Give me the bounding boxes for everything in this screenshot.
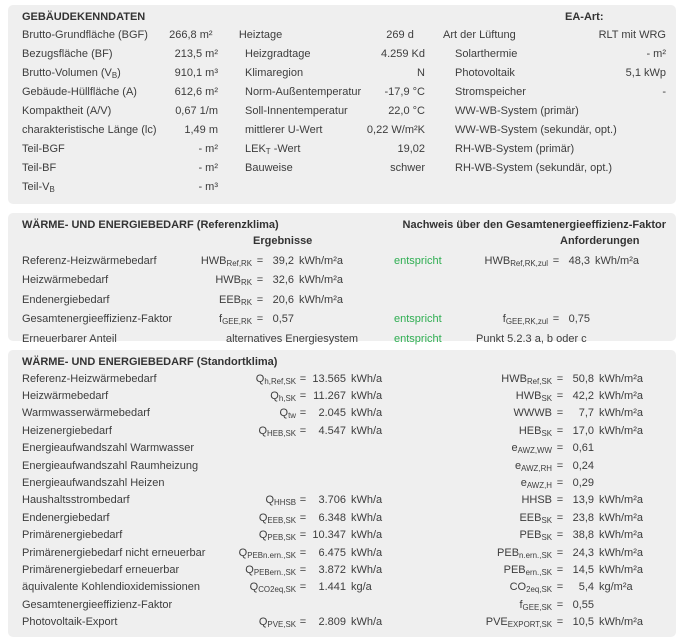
requirement-note — [474, 255, 666, 267]
value: 11.267 — [313, 390, 346, 403]
table-row — [22, 82, 666, 101]
equals-sign: = — [256, 274, 264, 287]
value: 10,5 — [572, 616, 594, 629]
symbol: $PEB_{ern.,SK}$ — [503, 563, 552, 577]
table-row — [22, 596, 666, 613]
value: 2.809 — [318, 616, 346, 629]
symbol: $PEB_{n.ern.,SK}$ — [497, 546, 552, 560]
requirement-note — [474, 313, 666, 325]
equals-sign: = — [556, 442, 564, 455]
row-label: $LEK_T$ -Wert — [245, 142, 301, 156]
status-entspricht: entspricht — [394, 313, 442, 326]
row-value: schwer — [390, 161, 425, 174]
unit: kWh/a — [351, 511, 383, 524]
unit: kWh/m²a — [299, 274, 343, 287]
value: 38,8 — [572, 529, 594, 542]
value: 20,6 — [272, 293, 294, 306]
equals-sign: = — [299, 424, 307, 437]
unit: kWh/m²a — [299, 254, 343, 267]
table-row — [22, 271, 666, 291]
value: 6.475 — [318, 546, 346, 559]
value: 32,6 — [272, 274, 294, 287]
unit: kg/a — [351, 581, 372, 594]
result-zone — [190, 294, 394, 306]
column-headers — [22, 233, 666, 251]
row-value: 4.259 Kd — [380, 47, 425, 60]
symbol: $e_{AWZ,H}$ — [520, 477, 552, 491]
row-value: 19,02 — [397, 142, 425, 155]
row-label: Bauweise — [245, 161, 293, 174]
site-climate-table — [22, 370, 666, 631]
row-label: Klimaregion — [245, 66, 304, 79]
row-label: Photovoltaik-Export — [22, 616, 118, 629]
row-value: - m² — [646, 47, 666, 60]
row-label: Erneuerbarer Anteil — [22, 332, 117, 345]
table-row — [22, 310, 666, 330]
equals-sign: = — [299, 494, 307, 507]
value: 1.441 — [318, 581, 346, 594]
equals-sign: = — [556, 598, 564, 611]
symbol: $HWB_{RK}$ — [215, 274, 252, 288]
row-label: Stromspeicher — [455, 85, 526, 98]
value: 48,3 — [568, 254, 590, 267]
result-zone — [190, 274, 394, 286]
value: 13.565 — [312, 372, 346, 385]
unit: kWh/m²a — [599, 616, 643, 629]
section-header — [22, 354, 666, 370]
symbol: $EEB_{SK}$ — [519, 511, 552, 525]
equals-sign: = — [299, 372, 307, 385]
equals-sign: = — [556, 407, 564, 420]
table-row — [22, 290, 666, 310]
row-label: Primärenergiebedarf — [22, 529, 123, 542]
equals-sign: = — [299, 581, 307, 594]
section-standortklima — [8, 350, 676, 637]
column-header-requirements: Anforderungen — [560, 235, 640, 247]
table-row — [22, 422, 666, 439]
alt-system-note — [190, 313, 394, 325]
equals-sign: = — [299, 616, 307, 629]
symbol: $Q_{h,SK}$ — [270, 390, 296, 404]
symbol: $Q_{HEB,SK}$ — [258, 424, 296, 438]
symbol: $f_{GEE,RK}$ — [219, 313, 252, 327]
row-label: Primärenergiebedarf nicht erneuerbar — [22, 546, 206, 559]
equals-sign: = — [556, 494, 564, 507]
unit: kWh/m²a — [599, 563, 643, 576]
row-label: Brutto-Grundfläche (BGF) — [22, 28, 148, 41]
symbol: $Q_{PEBern.,SK}$ — [245, 563, 296, 577]
unit: kg/m²a — [599, 581, 633, 594]
equals-sign: = — [256, 254, 264, 267]
symbol: $Q_{h,Ref,SK}$ — [255, 372, 296, 386]
equals-sign: = — [256, 313, 264, 326]
table-row — [22, 457, 666, 474]
symbol: $Q_{PEBn.ern.,SK}$ — [238, 546, 296, 560]
symbol: $EEB_{RK}$ — [219, 293, 252, 307]
row-value: 1,49 m — [184, 123, 218, 136]
unit: kWh/m²a — [599, 494, 643, 507]
equals-sign: = — [556, 546, 564, 559]
row-label: Haushaltsstrombedarf — [22, 494, 130, 507]
section-title: WÄRME- UND ENERGIEBEDARF (Referenzklima) — [22, 219, 279, 231]
symbol: HHSB — [521, 494, 552, 507]
value: 2.045 — [318, 407, 346, 420]
value: 0,57 — [272, 313, 294, 326]
row-label: Kompaktheit (A/V) — [22, 104, 112, 117]
value: 24,3 — [572, 546, 594, 559]
row-label: Heizwärmebedarf — [22, 390, 109, 403]
table-row — [22, 370, 666, 387]
row-value: -17,9 °C — [384, 85, 425, 98]
table-row — [22, 544, 666, 561]
unit: kWh/a — [351, 407, 383, 420]
unit: kWh/a — [351, 372, 383, 385]
row-value: 910,1 m³ — [174, 66, 218, 79]
alt-system-note — [190, 274, 394, 286]
equals-sign: = — [256, 293, 264, 306]
value: 42,2 — [572, 390, 594, 403]
unit: kWh/m²a — [595, 254, 639, 267]
table-row — [22, 120, 666, 139]
row-label: Primärenergiebedarf erneuerbar — [22, 563, 180, 576]
symbol: $Q_{CO2eq,SK}$ — [249, 581, 296, 595]
equals-sign: = — [556, 424, 564, 437]
table-row — [22, 405, 666, 422]
equals-sign: = — [556, 390, 564, 403]
equals-sign: = — [556, 459, 564, 472]
value: 17,0 — [572, 424, 594, 437]
value: 14,5 — [572, 563, 594, 576]
alt-system-note — [190, 294, 394, 306]
equals-sign: = — [299, 563, 307, 576]
row-label: Teil-BGF — [22, 142, 65, 155]
value: 10.347 — [312, 529, 346, 542]
symbol: $e_{AWZ,WW}$ — [511, 442, 552, 456]
row-label: Gesamtenergieeffizienz-Faktor — [22, 598, 173, 611]
table-row — [22, 63, 666, 82]
table-row — [22, 101, 666, 120]
section-title: WÄRME- UND ENERGIEBEDARF (Standortklima) — [22, 356, 278, 368]
requirement-zone — [474, 255, 666, 267]
value: 0,29 — [572, 477, 594, 490]
row-label: äquivalente Kohlendioxidemissionen — [22, 581, 200, 594]
requirement-zone — [474, 313, 666, 325]
table-row — [22, 440, 666, 457]
row-label: Norm-Außentemperatur — [245, 85, 362, 98]
unit: kWh/m²a — [599, 511, 643, 524]
symbol: $HWB_{Ref,SK}$ — [501, 372, 552, 386]
row-value: N — [417, 66, 425, 79]
value: 23,8 — [572, 511, 594, 524]
row-value: - m³ — [198, 180, 218, 193]
table-row — [22, 579, 666, 596]
value: 0,24 — [572, 459, 594, 472]
row-label: RH-WB-System (sekundär, opt.) — [455, 161, 613, 174]
table-row — [22, 158, 666, 177]
symbol: $e_{AWZ,RH}$ — [514, 459, 552, 473]
row-label: Heizgradtage — [245, 47, 311, 60]
unit: kWh/m²a — [599, 372, 643, 385]
unit: kWh/m²a — [299, 293, 343, 306]
equals-sign: = — [299, 390, 307, 403]
value: 0,75 — [568, 313, 590, 326]
equals-sign: = — [552, 254, 560, 267]
row-label: RH-WB-System (primär) — [455, 142, 575, 155]
table-row — [22, 527, 666, 544]
table-row: Erneuerbarer Anteil alternatives Energiesystem entspricht Punkt 5.2.3 a, b oder c — [22, 332, 587, 345]
symbol: $Q_{HHSB}$ — [265, 494, 296, 508]
equals-sign: = — [299, 511, 307, 524]
value: 0,55 — [572, 598, 594, 611]
table-row — [22, 613, 666, 630]
unit: kWh/a — [351, 616, 383, 629]
row-value: - m² — [198, 142, 218, 155]
row-label: WW-WB-System (primär) — [455, 104, 579, 117]
unit: kWh/m²a — [599, 529, 643, 542]
table-row — [22, 44, 666, 63]
table-row — [22, 474, 666, 491]
row-label: Energieaufwandszahl Warmwasser — [22, 442, 194, 455]
row-value: 0,67 1/m — [175, 104, 218, 117]
value: 3.706 — [318, 494, 346, 507]
unit: kWh/m²a — [599, 390, 643, 403]
table-row — [22, 509, 666, 526]
row-value: 266,8 m² — [169, 28, 213, 41]
unit: kWh/m²a — [599, 424, 643, 437]
unit: kWh/a — [351, 529, 383, 542]
symbol: $PEB_{SK}$ — [519, 529, 552, 543]
equals-sign: = — [556, 511, 564, 524]
row-label: charakteristische Länge (lc) — [22, 123, 157, 136]
row-value: - m² — [198, 161, 218, 174]
table-row — [22, 25, 666, 44]
row-label: Teil-$V_B$ — [22, 180, 55, 194]
row-value: RLT mit WRG — [598, 28, 666, 41]
equals-sign: = — [299, 546, 307, 559]
equals-sign: = — [556, 372, 564, 385]
row-value: 612,6 m² — [174, 85, 218, 98]
symbol: $HWB_{Ref,RK}$ — [200, 254, 252, 268]
result-zone — [190, 313, 394, 325]
value: 5,4 — [578, 581, 594, 594]
row-label: Energieaufwandszahl Raumheizung — [22, 459, 199, 472]
row-label: Heiztage — [238, 28, 283, 41]
symbol: WWWB — [513, 407, 552, 420]
section-gebaeudekenndaten — [8, 5, 676, 204]
value: 7,7 — [578, 407, 594, 420]
table-row — [22, 177, 666, 196]
unit: kWh/a — [351, 424, 383, 437]
equals-sign: = — [299, 407, 307, 420]
status-entspricht: entspricht — [394, 332, 442, 345]
symbol: $Q_{tw}$ — [279, 407, 296, 421]
row-label: Energieaufwandszahl Heizen — [22, 477, 165, 490]
proof-title: Nachweis über den Gesamtenergieeffizienz-Faktor — [402, 219, 666, 231]
symbol: $f_{GEE,RK,zul}$ — [502, 313, 548, 327]
row-value: 22,0 °C — [388, 104, 425, 117]
table-row — [22, 561, 666, 578]
row-label: Gesamtenergieeffizienz-Faktor — [22, 313, 173, 326]
row-label: Heizenergiebedarf — [22, 424, 112, 437]
equals-sign: = — [556, 563, 564, 576]
result-zone — [190, 255, 394, 267]
row-label: Endenergiebedarf — [22, 511, 110, 524]
value: 13,9 — [572, 494, 594, 507]
table-row — [22, 492, 666, 509]
row-value: 0,22 W/m²K — [366, 123, 425, 136]
unit: kWh/a — [351, 390, 383, 403]
section-title: GEBÄUDEKENNDATEN — [22, 11, 146, 23]
row-label: Warmwasserwärmebedarf — [22, 407, 150, 420]
symbol: $HWB_{SK}$ — [515, 390, 552, 404]
symbol: $HEB_{SK}$ — [518, 424, 552, 438]
row-label: Referenz-Heizwärmebedarf — [22, 254, 157, 267]
row-label: Photovoltaik — [455, 66, 515, 79]
equals-sign: = — [552, 313, 560, 326]
symbol: $PVE_{EXPORT,SK}$ — [485, 616, 552, 630]
row-label: Teil-BF — [22, 161, 57, 174]
row-label: mittlerer U-Wert — [245, 123, 323, 136]
ea-art-label: EA-Art: — [565, 11, 604, 23]
unit: kWh/a — [351, 546, 383, 559]
value: 0,61 — [572, 442, 594, 455]
section-header — [22, 217, 666, 233]
row-label: Endenergiebedarf — [22, 293, 110, 306]
value: 39,2 — [272, 254, 294, 267]
symbol: $Q_{PEB,SK}$ — [258, 529, 296, 543]
row-label: Solarthermie — [455, 47, 518, 60]
symbol: $Q_{PVE,SK}$ — [258, 616, 296, 630]
row-label: Brutto-Volumen $(V_B)$ — [22, 66, 121, 80]
symbol: $f_{GEE,SK}$ — [519, 598, 552, 612]
reference-climate-table — [22, 251, 666, 349]
symbol: $CO_{2eq,SK}$ — [509, 581, 552, 595]
row-label: Art der Lüftung — [443, 28, 516, 41]
value: 4.547 — [318, 424, 346, 437]
status-entspricht: entspricht — [394, 254, 442, 267]
equals-sign: = — [299, 529, 307, 542]
row-label: Soll-Innentemperatur — [245, 104, 348, 117]
value: 50,8 — [572, 372, 594, 385]
value: 3.872 — [318, 563, 346, 576]
unit: kWh/a — [351, 494, 383, 507]
row-value: 213,5 m² — [174, 47, 218, 60]
table-row — [22, 139, 666, 158]
unit: kWh/m²a — [599, 407, 643, 420]
symbol: $Q_{EEB,SK}$ — [258, 511, 296, 525]
building-data-table — [22, 25, 666, 196]
table-row — [22, 251, 666, 271]
unit: kWh/m²a — [599, 546, 643, 559]
row-label: Referenz-Heizwärmebedarf — [22, 372, 157, 385]
value: 6.348 — [318, 511, 346, 524]
row-value: - — [662, 85, 666, 98]
row-value: 5,1 kWp — [625, 66, 666, 79]
row-label: Gebäude-Hüllfläche (A) — [22, 85, 137, 98]
equals-sign: = — [556, 616, 564, 629]
row-value: 269 d — [386, 28, 414, 41]
equals-sign: = — [556, 529, 564, 542]
symbol: $HWB_{Ref,RK,zul}$ — [484, 254, 548, 268]
equals-sign: = — [556, 581, 564, 594]
unit: kWh/a — [351, 563, 383, 576]
alt-system-note — [190, 255, 394, 267]
row-label: Heizwärmebedarf — [22, 274, 109, 287]
row-label: WW-WB-System (sekundär, opt.) — [455, 123, 617, 136]
column-header-results: Ergebnisse — [253, 235, 313, 247]
equals-sign: = — [556, 477, 564, 490]
table-row — [22, 387, 666, 404]
row-label: Bezugsfläche (BF) — [22, 47, 113, 60]
section-referenzklima — [8, 213, 676, 345]
